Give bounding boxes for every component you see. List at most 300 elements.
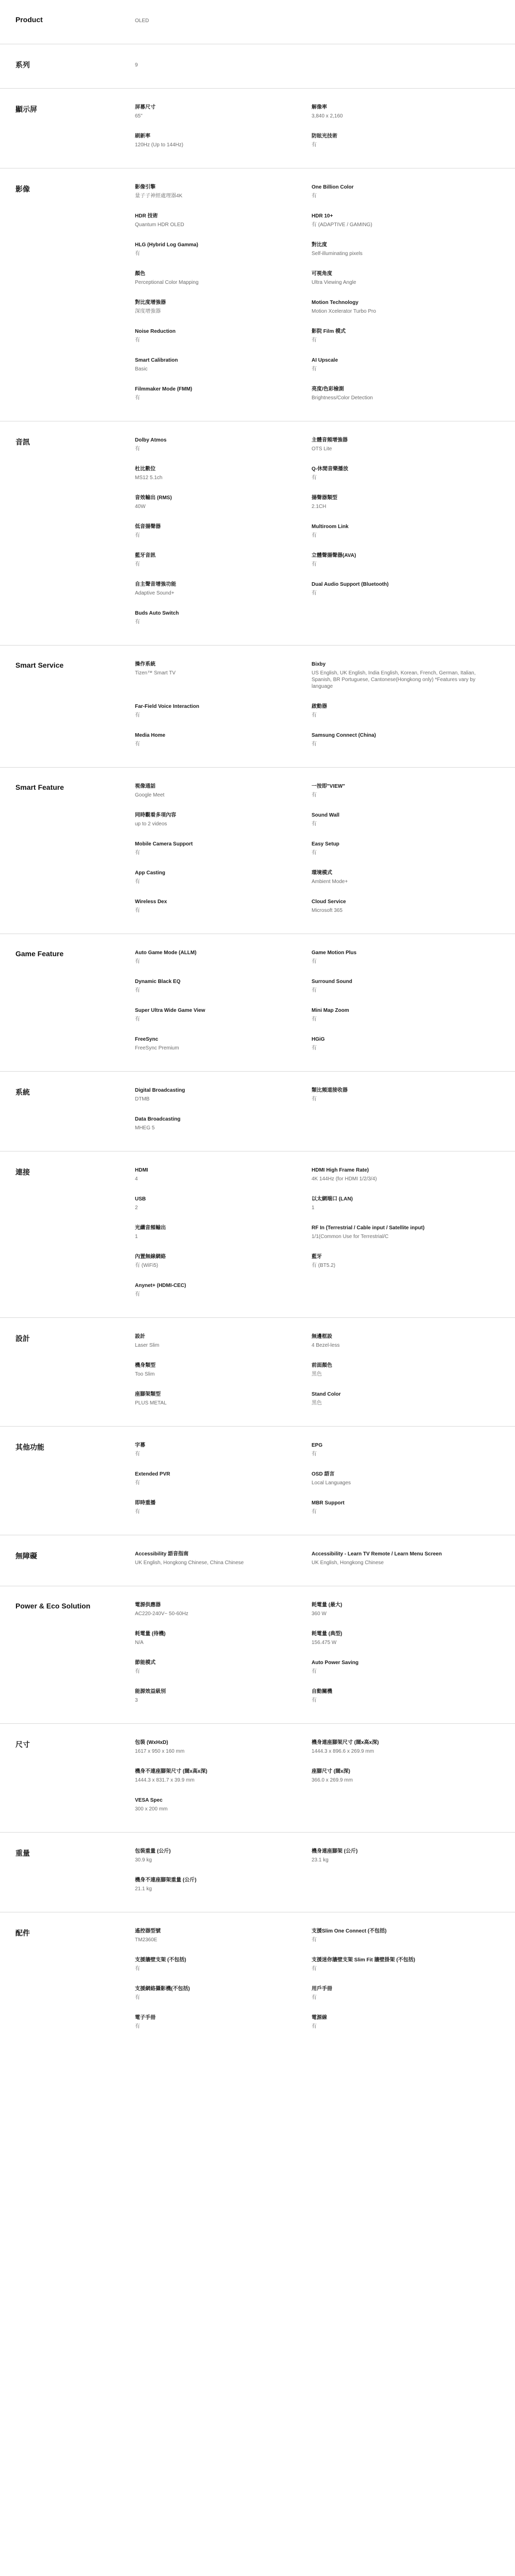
spec-label: 包裝 (WxHxD) [135,1740,168,1745]
spec-item-grid [135,168,515,421]
spec-label: Multiroom Link [312,524,349,530]
spec-label: Dolby Atmos [135,437,167,443]
spec-label: Dual Audio Support (Bluetooth) [312,582,389,587]
spec-label: Extended PVR [135,1471,170,1477]
spec-value: 120Hz (Up to 144Hz) [135,142,183,148]
spec-value: 1 [312,1205,315,1211]
spec-item [135,60,312,69]
spec-item [135,437,312,452]
spec-item [312,386,500,401]
spec-label: OSD 語言 [312,1471,335,1477]
spec-item [135,495,312,510]
section-title: Power & Eco Solution [15,1602,91,1610]
spec-value: 1/1(Common Use for Terrestrial/C [312,1234,389,1240]
spec-item [312,523,500,539]
section-title: 顯示屏 [15,105,37,113]
spec-label: 以太網端口 (LAN) [312,1196,353,1202]
spec-item-grid [135,1724,515,1832]
spec-label: HDMI [135,1167,148,1173]
spec-item-grid [135,646,515,767]
section-title: 系列 [15,61,30,69]
spec-item [135,1362,312,1378]
spec-label: 機身不連座腳架重量 (公斤) [135,1877,197,1883]
spec-label: 字幕 [135,1443,145,1448]
spec-item-grid [135,1833,515,1912]
spec-value: 有 [135,1966,140,1972]
spec-value: UK English, Hongkong Chinese, China Chinese [135,1560,244,1566]
spec-value: 9 [135,62,138,68]
spec-item [135,1688,312,1704]
spec-item [312,1036,500,1052]
spec-label: Buds Auto Switch [135,611,179,616]
spec-item-grid [135,89,515,168]
spec-value: 有 [312,1698,317,1703]
spec-value: 量子子神經處理器4K [135,193,183,199]
spec-item [312,732,500,748]
spec-item [312,184,500,199]
spec-value: Tizen™ Smart TV [135,670,176,676]
spec-value: 156.475 W [312,1640,337,1646]
spec-label: 防眩光技術 [312,133,337,139]
spec-value: 有 [312,1995,317,2001]
spec-section [0,1426,515,1535]
spec-label: 類比頻道接收器 [312,1088,348,1093]
section-title: Game Feature [15,950,64,958]
spec-value: 有 [312,142,317,148]
spec-label: 包裝重量 (公斤) [135,1849,171,1854]
spec-item [135,1768,312,1784]
spec-item-grid [135,1318,515,1426]
spec-label: 藍牙 [312,1254,322,1260]
spec-item-grid [135,1586,515,1723]
spec-value: 300 x 200 mm [135,1806,168,1812]
spec-label: 遙控器型號 [135,1928,161,1934]
section-title: 無障礙 [15,1552,37,1560]
spec-label: 節能模式 [135,1660,156,1666]
spec-item [135,1877,312,1892]
spec-label: 對比度 [312,242,327,248]
spec-item [312,870,500,885]
spec-value: OLED [135,18,149,24]
spec-value: Ultra Viewing Angle [312,280,356,285]
spec-item [135,184,312,199]
spec-value: US English, UK English, India English, Korean, French, German, Italian, Spanish, BR Portuguese, Cantonese(Hongkong only) *Features vary by language [312,670,476,689]
spec-value: 4 Bezel-less [312,1343,340,1348]
spec-value: Too Slim [135,1371,155,1377]
spec-value: Self-illuminating pixels [312,251,363,257]
spec-item [135,213,312,228]
spec-label: RF In (Terrestrial / Cable input / Satellite input) [312,1225,425,1231]
section-title: 連接 [15,1168,30,1176]
spec-label: HDR 10+ [312,213,333,219]
spec-value: 有 [135,1669,140,1674]
spec-item [312,581,500,597]
spec-item [135,1551,312,1566]
spec-label: EPG [312,1443,323,1448]
spec-item-grid [135,1072,515,1151]
spec-item [135,1253,312,1269]
spec-label: 同時觀看多項內容 [135,812,176,818]
spec-item [135,270,312,286]
spec-value: 有 [312,850,317,856]
spec-value: 黑色 [312,1400,322,1406]
spec-label: VESA Spec [135,1798,163,1803]
spec-label: Bixby [312,662,326,667]
spec-item-grid [135,768,515,934]
spec-label: One Billion Color [312,184,354,190]
spec-label: 電源線 [312,2015,327,2021]
spec-item [135,523,312,539]
spec-section [0,1317,515,1426]
spec-item-grid [135,421,515,645]
spec-value: Ambient Mode+ [312,879,348,885]
spec-label: AI Upscale [312,358,338,363]
spec-value: OTS Lite [312,446,332,452]
spec-label: 可視角度 [312,271,332,277]
spec-item [135,1659,312,1675]
spec-label: Filmmaker Mode (FMM) [135,386,193,392]
section-title: 設計 [15,1334,30,1343]
spec-value: MS12 5.1ch [135,475,163,481]
spec-section [0,88,515,168]
spec-section [0,645,515,767]
spec-label: 刷新率 [135,133,150,139]
spec-value: 有 [312,1669,317,1674]
spec-label: Mobile Camera Support [135,841,193,847]
spec-label: Sound Wall [312,812,340,818]
spec-item [135,1500,312,1515]
spec-label: 亮度/色彩檢測 [312,386,344,392]
spec-item [135,15,312,24]
spec-label: 顏色 [135,271,145,277]
spec-value: Motion Xcelerator Turbo Pro [312,309,376,314]
spec-section [0,0,515,44]
spec-label: Media Home [135,733,165,738]
spec-value: 有 [135,1480,140,1486]
spec-section [0,1535,515,1586]
spec-label: 屏幕尺寸 [135,105,156,110]
spec-label: Smart Calibration [135,358,178,363]
spec-label: 操作系統 [135,662,156,667]
spec-section [0,1832,515,1912]
spec-label: 前面顏色 [312,1363,332,1368]
spec-item [135,1986,312,2001]
spec-label: 杜比數位 [135,466,156,472]
spec-section [0,1151,515,1317]
spec-value: MHEG 5 [135,1125,155,1131]
spec-value: 有 [312,337,317,343]
spec-item [312,1602,500,1617]
spec-item [312,978,500,994]
section-title: Smart Feature [15,783,64,791]
spec-item [135,386,312,401]
spec-label: 主體音頻增強器 [312,437,348,443]
spec-item [312,1688,500,1704]
spec-label: 機身不連座腳架尺寸 (闊x高x深) [135,1769,208,1774]
spec-item [135,1602,312,1617]
spec-label: 自動關機 [312,1689,332,1694]
spec-item [135,1391,312,1406]
spec-label: Accessibility 語音指南 [135,1551,188,1557]
spec-item [312,1928,500,1943]
spec-item [312,783,500,799]
spec-item [135,1036,312,1052]
spec-section [0,934,515,1071]
spec-label: 設計 [135,1334,145,1340]
spec-item-grid [135,934,515,1071]
spec-value: 4K 144Hz (for HDMI 1/2/3/4) [312,1176,377,1182]
spec-item [312,270,500,286]
spec-value: 有 [135,959,140,964]
spec-value: Adaptive Sound+ [135,590,175,596]
spec-item [135,783,312,799]
spec-label: Game Motion Plus [312,950,357,956]
spec-section [0,1586,515,1723]
spec-item [135,732,312,748]
spec-item [312,133,500,148]
spec-item [312,661,500,690]
spec-value: Local Languages [312,1480,351,1486]
spec-label: 機身類型 [135,1363,156,1368]
spec-value: Laser Slim [135,1343,160,1348]
spec-item [312,1442,500,1458]
spec-label: HGiG [312,1037,325,1042]
spec-item [312,242,500,257]
spec-item [312,1362,500,1378]
spec-value: 有 [135,879,140,885]
spec-value: Microsoft 365 [312,908,343,913]
spec-value: N/A [135,1640,144,1646]
spec-label: Cloud Service [312,899,346,905]
spec-value: 有 [135,1292,140,1297]
spec-value: 2.1CH [312,504,327,510]
spec-item [312,104,500,120]
spec-item [312,1768,500,1784]
spec-item [135,104,312,120]
spec-value: AC220-240V~ 50-60Hz [135,1611,188,1617]
spec-label: 支援牆壁支架 (不包括) [135,1957,186,1963]
spec-item [312,213,500,228]
spec-item [135,1739,312,1755]
spec-item-grid [135,1151,515,1317]
spec-value: 有 [135,713,140,718]
spec-value: 有 (BT5.2) [312,1263,336,1268]
spec-value: 有 [135,741,140,747]
spec-section [0,767,515,934]
spec-item [135,1928,312,1943]
spec-value: UK English, Hongkong Chinese [312,1560,384,1566]
spec-label: Dynamic Black EQ [135,979,181,985]
spec-value: 有 [312,959,317,964]
spec-section [0,44,515,88]
spec-value: 有 [135,395,140,401]
spec-label: 一按即"VIEW" [312,784,346,789]
spec-item [135,1167,312,1182]
spec-value: 有 [135,850,140,856]
spec-label: 影院 Film 模式 [312,329,346,334]
spec-value: 有 [135,988,140,993]
spec-label: USB [135,1196,146,1202]
spec-label: 自主聲音增強功能 [135,582,176,587]
spec-item [135,870,312,885]
spec-label: 藍牙音訊 [135,553,156,558]
spec-item-grid [135,1427,515,1535]
spec-label: 支援迷你牆壁支架 Slim Fit 牆壁掛架 (不包括) [312,1957,416,1963]
spec-value: 深度增強器 [135,309,161,314]
spec-item [312,899,500,914]
spec-label: 低音揚聲器 [135,524,161,530]
spec-value: 3,840 x 2,160 [312,113,343,119]
spec-value: Basic [135,366,148,372]
spec-item [312,1957,500,1972]
spec-label: Anynet+ (HDMI-CEC) [135,1283,186,1289]
spec-item [135,1631,312,1646]
spec-label: Auto Power Saving [312,1660,359,1666]
spec-label: 電子手冊 [135,2015,156,2021]
spec-section [0,1912,515,2049]
spec-value: 有 [312,1451,317,1457]
spec-value: 1617 x 950 x 160 mm [135,1749,185,1754]
spec-value: 2 [135,1205,138,1211]
spec-value: 有 [135,337,140,343]
spec-item [312,1253,500,1269]
spec-label: 立體聲揚聲器(AVA) [312,553,356,558]
spec-label: 即時重播 [135,1500,156,1506]
spec-item [135,1957,312,1972]
section-title: 配件 [15,1929,30,1937]
spec-item [312,1471,500,1486]
spec-label: Far-Field Voice Interaction [135,704,199,709]
spec-value: 有 [135,251,140,257]
section-title: 尺寸 [15,1740,30,1749]
spec-section [0,1071,515,1151]
spec-label: 用戶手冊 [312,1986,332,1992]
spec-item-grid [135,0,515,44]
spec-value: 1444.3 x 896.6 x 269.9 mm [312,1749,374,1754]
spec-value: 23.1 kg [312,1857,329,1863]
spec-item [312,1551,500,1566]
spec-label: 光纖音頻輸出 [135,1225,166,1231]
spec-value: 有 [135,908,140,913]
spec-label: 解像率 [312,105,327,110]
spec-item [312,1007,500,1023]
spec-item [135,610,312,625]
section-title: 系統 [15,1088,30,1096]
spec-label: 視像通話 [135,784,156,789]
spec-item [135,1333,312,1349]
section-title: 影像 [15,185,30,193]
spec-item [135,1282,312,1298]
spec-label: Samsung Connect (China) [312,733,376,738]
spec-item [312,1659,500,1675]
spec-value: 有 [312,1016,317,1022]
spec-value: 有 [312,2024,317,2029]
spec-item [312,1196,500,1211]
spec-item [135,2014,312,2030]
spec-value: 有 [135,1451,140,1457]
spec-item [135,899,312,914]
spec-item [312,328,500,344]
spec-item [312,495,500,510]
spec-item [135,242,312,257]
spec-label: 啟動器 [312,704,327,709]
spec-label: 耗電量 (典型) [312,1631,342,1637]
spec-value: 有 [135,1995,140,2001]
spec-item [135,1471,312,1486]
spec-item [135,1848,312,1863]
spec-value: 40W [135,504,146,510]
spec-value: Quantum HDR OLED [135,222,184,228]
spec-item [312,1500,500,1515]
spec-value: 有 [312,1937,317,1943]
spec-item [312,1631,500,1646]
section-title: Product [15,15,43,24]
spec-value: 360 W [312,1611,327,1617]
spec-item [312,703,500,719]
spec-label: Digital Broadcasting [135,1088,185,1093]
spec-value: 有 [312,475,317,481]
spec-label: HDR 技術 [135,213,158,219]
spec-item [135,950,312,965]
spec-value: 有 [312,988,317,993]
spec-item [312,1848,500,1863]
spec-item-grid [135,1535,515,1586]
spec-label: 座腳尺寸 (闊x深) [312,1769,350,1774]
spec-label: Accessibility - Learn TV Remote / Learn Menu Screen [312,1551,442,1557]
spec-label: 對比度增強器 [135,300,166,306]
spec-item [135,1007,312,1023]
spec-value: 21.1 kg [135,1886,152,1892]
spec-value: 65" [135,113,143,119]
spec-item [312,950,500,965]
spec-item [135,661,312,690]
spec-label: 無邊框設 [312,1334,332,1340]
spec-label: 內置無線網絡 [135,1254,166,1260]
spec-value: FreeSync Premium [135,1045,179,1051]
spec-section [0,1723,515,1832]
section-title: Smart Service [15,661,64,669]
spec-item [312,1986,500,2001]
spec-label: Motion Technology [312,300,358,306]
spec-label: Auto Game Mode (ALLM) [135,950,197,956]
spec-item [135,552,312,568]
spec-value: DTMB [135,1096,150,1102]
spec-value: 有 [312,1509,317,1515]
spec-item [312,1225,500,1240]
spec-item [312,357,500,372]
spec-item [312,466,500,481]
spec-item [135,978,312,994]
spec-item [135,328,312,344]
spec-value: 有 [312,562,317,567]
section-title: 其他功能 [15,1443,44,1451]
spec-value: 有 [312,193,317,199]
spec-value: 有 [312,533,317,538]
spec-item [135,581,312,597]
spec-item [135,841,312,856]
spec-value: 有 (WiFi5) [135,1263,158,1268]
spec-item [135,357,312,372]
spec-label: 支援Slim One Connect (不包括) [312,1928,387,1934]
spec-label: Stand Color [312,1392,341,1397]
spec-label: Easy Setup [312,841,339,847]
spec-value: 黑色 [312,1371,322,1377]
spec-value: 有 [312,821,317,827]
spec-item [135,812,312,827]
spec-value: 1 [135,1234,138,1240]
spec-label: Q-休閒音樂播放 [312,466,349,472]
spec-item [135,1225,312,1240]
